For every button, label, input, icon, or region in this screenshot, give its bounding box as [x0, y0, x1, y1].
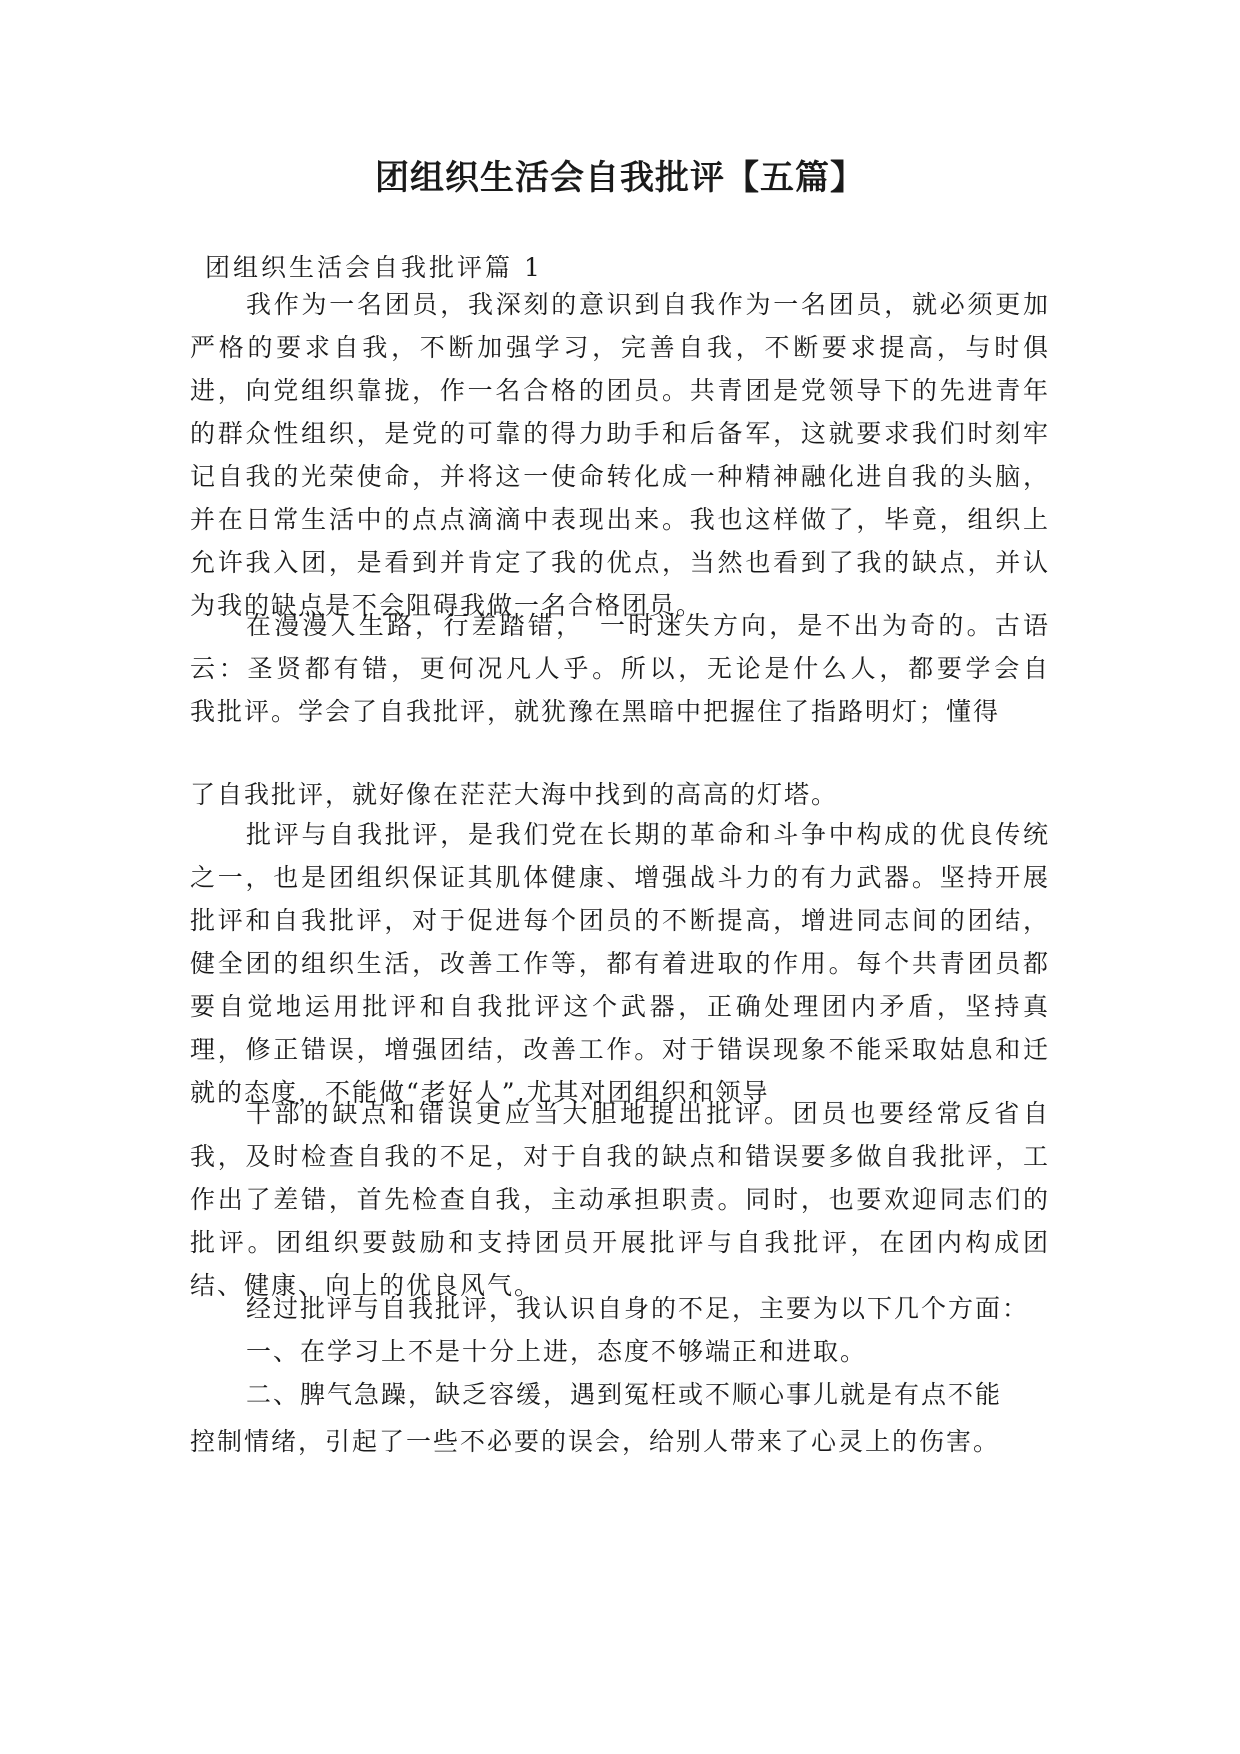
paragraph-2-continuation: 了自我批评，就好像在茫茫大海中找到的高高的灯塔。 — [190, 780, 839, 809]
document-title: 团组织生活会自我批评【五篇】 — [375, 158, 865, 198]
paragraph-2: 在漫漫人生路，行差踏错， 一时迷失方向，是不出为奇的。古语 云：圣贤都有错，更何况凡人乎。所以，无论是什么人，都要学会自 我批评。学会了自我批评，就犹豫在黑暗中把握住了指路明灯；懂得 — [190, 611, 1078, 726]
paragraph-4: 干部的缺点和错误更应当大胆地提出批评。团员也要经常反省自我，及时检查自我的不足，对于自我的缺点和错误要多做自我批评，工作出了差错，首先检查自我，主动承担职责。同时，也要欢迎同志们的批评。团组织要鼓励和支持团员开展批评与自我批评，在团内构成团结、健康、向上的优良风气。 — [190, 1099, 1050, 1300]
paragraph-6: 一、在学习上不是十分上进，态度不够端正和进取。 — [246, 1337, 868, 1366]
paragraph-7-continuation: 控制情绪，引起了一些不必要的误会，给别人带来了心灵上的伤害。 — [190, 1427, 1001, 1456]
paragraph-3: 批评与自我批评，是我们党在长期的革命和斗争中构成的优良传统之一，也是团组织保证其肌体健康、增强战斗力的有力武器。坚持开展批评和自我批评，对于促进每个团员的不断提高，增进同志间的团结，健全团的组织生活，改善工作等，都有着进取的作用。每个共青团员都要自觉地运用批评和自我批评这个武器，正确处理团内矛盾，坚持真理，修正错误，增强团结，改善工作。对于错误现象不能采取姑息和迁就的态度，不能做“老好人”,尤其对团组织和领导 — [190, 820, 1050, 1107]
paragraph-1: 我作为一名团员，我深刻的意识到自我作为一名团员，就必须更加严格的要求自我，不断加强学习，完善自我，不断要求提高，与时俱进，向党组织靠拢，作一名合格的团员。共青团是党领导下的先进青年的群众性组织，是党的可靠的得力助手和后备军，这就要求我们时刻牢记自我的光荣使命，并将这一使命转化成一种精神融化进自我的头脑，并在日常生活中的点点滴滴中表现出来。我也这样做了，毕竟，组织上允许我入团，是看到并肯定了我的优点，当然也看到了我的缺点，并认为我的缺点是不会阻碍我做一名合格团员。 — [190, 290, 1050, 620]
section-heading: 团组织生活会自我批评篇 1 — [205, 253, 543, 282]
paragraph-7: 二、脾气急躁，缺乏容缓，遇到冤枉或不顺心事儿就是有点不能 — [246, 1380, 1003, 1409]
paragraph-5: 经过批评与自我批评，我认识自身的不足，主要为以下几个方面： — [246, 1294, 1030, 1323]
